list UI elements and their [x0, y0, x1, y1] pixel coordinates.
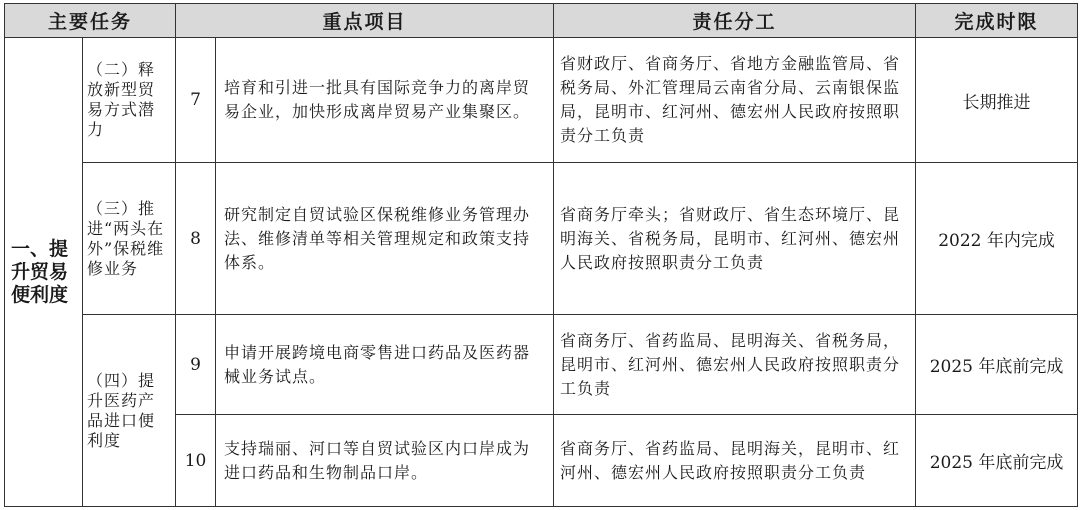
header-main-task: 主要任务: [5, 4, 176, 38]
deadline-cell: 2022 年内完成: [916, 163, 1078, 315]
responsibility-cell: 省商务厅牵头；省财政厅、省生态环境厅、昆明海关、省税务局，昆明市、红河州、德宏州人民政府按照职责分工负责: [554, 163, 916, 315]
deadline-cell: 长期推进: [916, 38, 1078, 163]
item-number: 9: [176, 315, 216, 415]
header-row: [5, 4, 1078, 38]
project-cell: 申请开展跨境电商零售进口药品及医药器械业务试点。: [216, 315, 554, 415]
subtask-cell: （四）提升医药产品进口便利度: [83, 315, 176, 507]
project-cell: 研究制定自贸试验区保税维修业务管理办法、维修清单等相关管理规定和政策支持体系。: [216, 163, 554, 315]
project-cell: 支持瑞丽、河口等自贸试验区内口岸成为进口药品和生物制品口岸。: [216, 415, 554, 507]
subtask-cell: （三）推进“两头在外”保税维修业务: [83, 163, 176, 315]
responsibility-cell: 省商务厅、省药监局、昆明海关，昆明市、红河州、德宏州人民政府按照职责分工负责: [554, 415, 916, 507]
main-task-cell: 一、提升贸易便利度: [5, 38, 83, 507]
header-deadline: 完成时限: [916, 4, 1078, 38]
header-key-project: 重点项目: [176, 4, 554, 38]
item-number: 7: [176, 38, 216, 163]
responsibility-cell: 省财政厅、省商务厅、省地方金融监管局、省税务局、外汇管理局云南省分局、云南银保监局，昆明市、红河州、德宏州人民政府按照职责分工负责: [554, 38, 916, 163]
item-number: 8: [176, 163, 216, 315]
task-table: [4, 3, 1078, 507]
responsibility-cell: 省商务厅、省药监局、昆明海关、省税务局，昆明市、红河州、德宏州人民政府按照职责分工负责: [554, 315, 916, 415]
deadline-cell: 2025 年底前完成: [916, 315, 1078, 415]
subtask-cell: （二）释放新型贸易方式潜力: [83, 38, 176, 163]
table-row: [5, 315, 1078, 415]
header-responsibility: 责任分工: [554, 4, 916, 38]
item-number: 10: [176, 415, 216, 507]
project-cell: 培育和引进一批具有国际竞争力的离岸贸易企业，加快形成离岸贸易产业集聚区。: [216, 38, 554, 163]
table-row: [5, 38, 1078, 163]
table-row: [5, 163, 1078, 315]
deadline-cell: 2025 年底前完成: [916, 415, 1078, 507]
